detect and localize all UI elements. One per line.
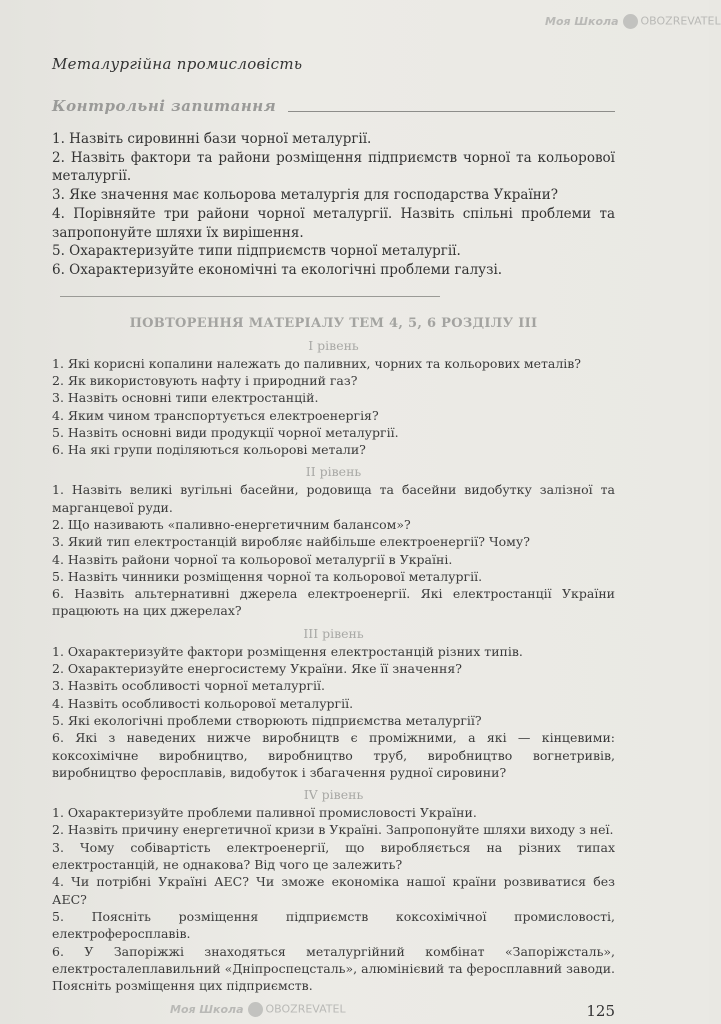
level-title: І рівень	[308, 337, 359, 353]
question: 5. Назвіть основні види продукції чорної металургії.	[52, 424, 399, 440]
question: 1. Назвіть сировинні бази чорної металургії.	[52, 131, 372, 147]
question: 2. Що називають «паливно-енергетичним балансом»?	[52, 517, 411, 532]
question: 1. Охарактеризуйте фактори розміщення електростанцій різних типів.	[52, 643, 523, 659]
question: 3. Назвіть особливості чорної металургії.	[52, 678, 326, 694]
running-head: Металургійна промисловість	[52, 55, 303, 73]
question: 1. Назвіть великі вугільні басейни, родовища та басейни видобутку залізної та марганцевої руди.	[52, 482, 615, 515]
question: 4. Назвіть райони чорної та кольорової металургії в Україні.	[52, 551, 453, 567]
question: 2. Назвіть причину енергетичної кризи в Україні. Запропонуйте шляхи виходу з неї.	[52, 822, 614, 838]
question: 4. Яким чином транспортується електроенергія?	[52, 407, 379, 423]
control-questions-header	[52, 96, 615, 116]
question: 3. Яке значення має кольорова металургія для господарства України?	[52, 187, 559, 204]
review-section-title: ПОВТОРЕННЯ МАТЕРІАЛУ ТЕМ 4, 5, 6 РОЗДІЛУ ІІІ	[129, 315, 538, 331]
question: 6. У Запоріжжі знаходяться металургійний комбінат «Запоріжсталь», електросталеплавильний «Дніпроспецсталь», алюмінієвий та феросплавний заводи. Поясніть розміщення цих підприємств.	[52, 943, 615, 994]
watermark: Моя Школа OBOZREVATEL	[545, 14, 721, 28]
question: 2. Охарактеризуйте енергосистему України. Яке її значення?	[52, 661, 462, 677]
section-divider	[60, 296, 440, 297]
question: 3. Який тип електростанцій виробляє найбільше електроенергії? Чому?	[52, 534, 530, 550]
question: 6. Назвіть альтернативні джерела електроенергії. Які електростанції України працюють на цих джерелах?	[52, 586, 615, 619]
question: 5. Які екологічні проблеми створюють підприємства металургії?	[52, 712, 482, 728]
level-4-questions	[52, 804, 615, 994]
question: 6. Які з наведених нижче виробництв є проміжними, а які — кінцевими: коксохімічне виробництво, виробництво труб, виробництво вогнетривів, виробництво феросплавів, видобуток і збагачення рудної сировини?	[52, 730, 615, 780]
page-content	[52, 54, 615, 1020]
question: 4. Чи потрібні Україні АЕС? Чи зможе економіка нашої країни розвиватися без АЕС?	[52, 874, 615, 907]
level-title: ІІ рівень	[305, 464, 362, 480]
question: 2. Назвіть фактори та райони розміщення підприємств чорної та кольорової металургії.	[52, 149, 615, 185]
title-rule	[288, 111, 615, 112]
control-questions-list	[52, 130, 615, 280]
level-title: IV рівень	[303, 787, 364, 803]
level-2-questions	[52, 481, 615, 619]
question: 6. На які групи поділяються кольорові метали?	[52, 442, 366, 458]
level-1-questions	[52, 355, 615, 459]
question: 3. Чому собівартість електроенергії, що виробляється на різних типах електростанцій, не однакова? Від чого це залежить?	[52, 839, 615, 873]
level-title: ІІІ рівень	[303, 625, 364, 641]
question: 6. Охарактеризуйте економічні та екологічні проблеми галузі.	[52, 261, 503, 278]
level-3-questions	[52, 643, 615, 781]
question: 1. Охарактеризуйте проблеми паливної промисловості України.	[52, 805, 477, 821]
question: 5. Охарактеризуйте типи підприємств чорної металургії.	[52, 243, 461, 260]
question: 4. Назвіть особливості кольорової металургії.	[52, 695, 354, 711]
question: 5. Поясніть розміщення підприємств коксохімічної промисловості, електроферосплавів.	[52, 908, 615, 942]
question: 2. Як використовують нафту і природний газ?	[52, 372, 358, 388]
question: 5. Назвіть чинники розміщення чорної та кольорової металургії.	[52, 568, 483, 584]
question: 4. Порівняйте три райони чорної металургії. Назвіть спільні проблеми та запропонуйте шляхи їх вирішення.	[52, 205, 615, 241]
question: 1. Які корисні копалини належать до паливних, чорних та кольорових металів?	[52, 355, 582, 371]
control-questions-title: Контрольні запитання	[52, 97, 277, 115]
page-number: 125	[586, 1002, 615, 1021]
question: 3. Назвіть основні типи електростанцій.	[52, 390, 319, 406]
watermark: Моя Школа OBOZREVATEL	[170, 1002, 346, 1016]
